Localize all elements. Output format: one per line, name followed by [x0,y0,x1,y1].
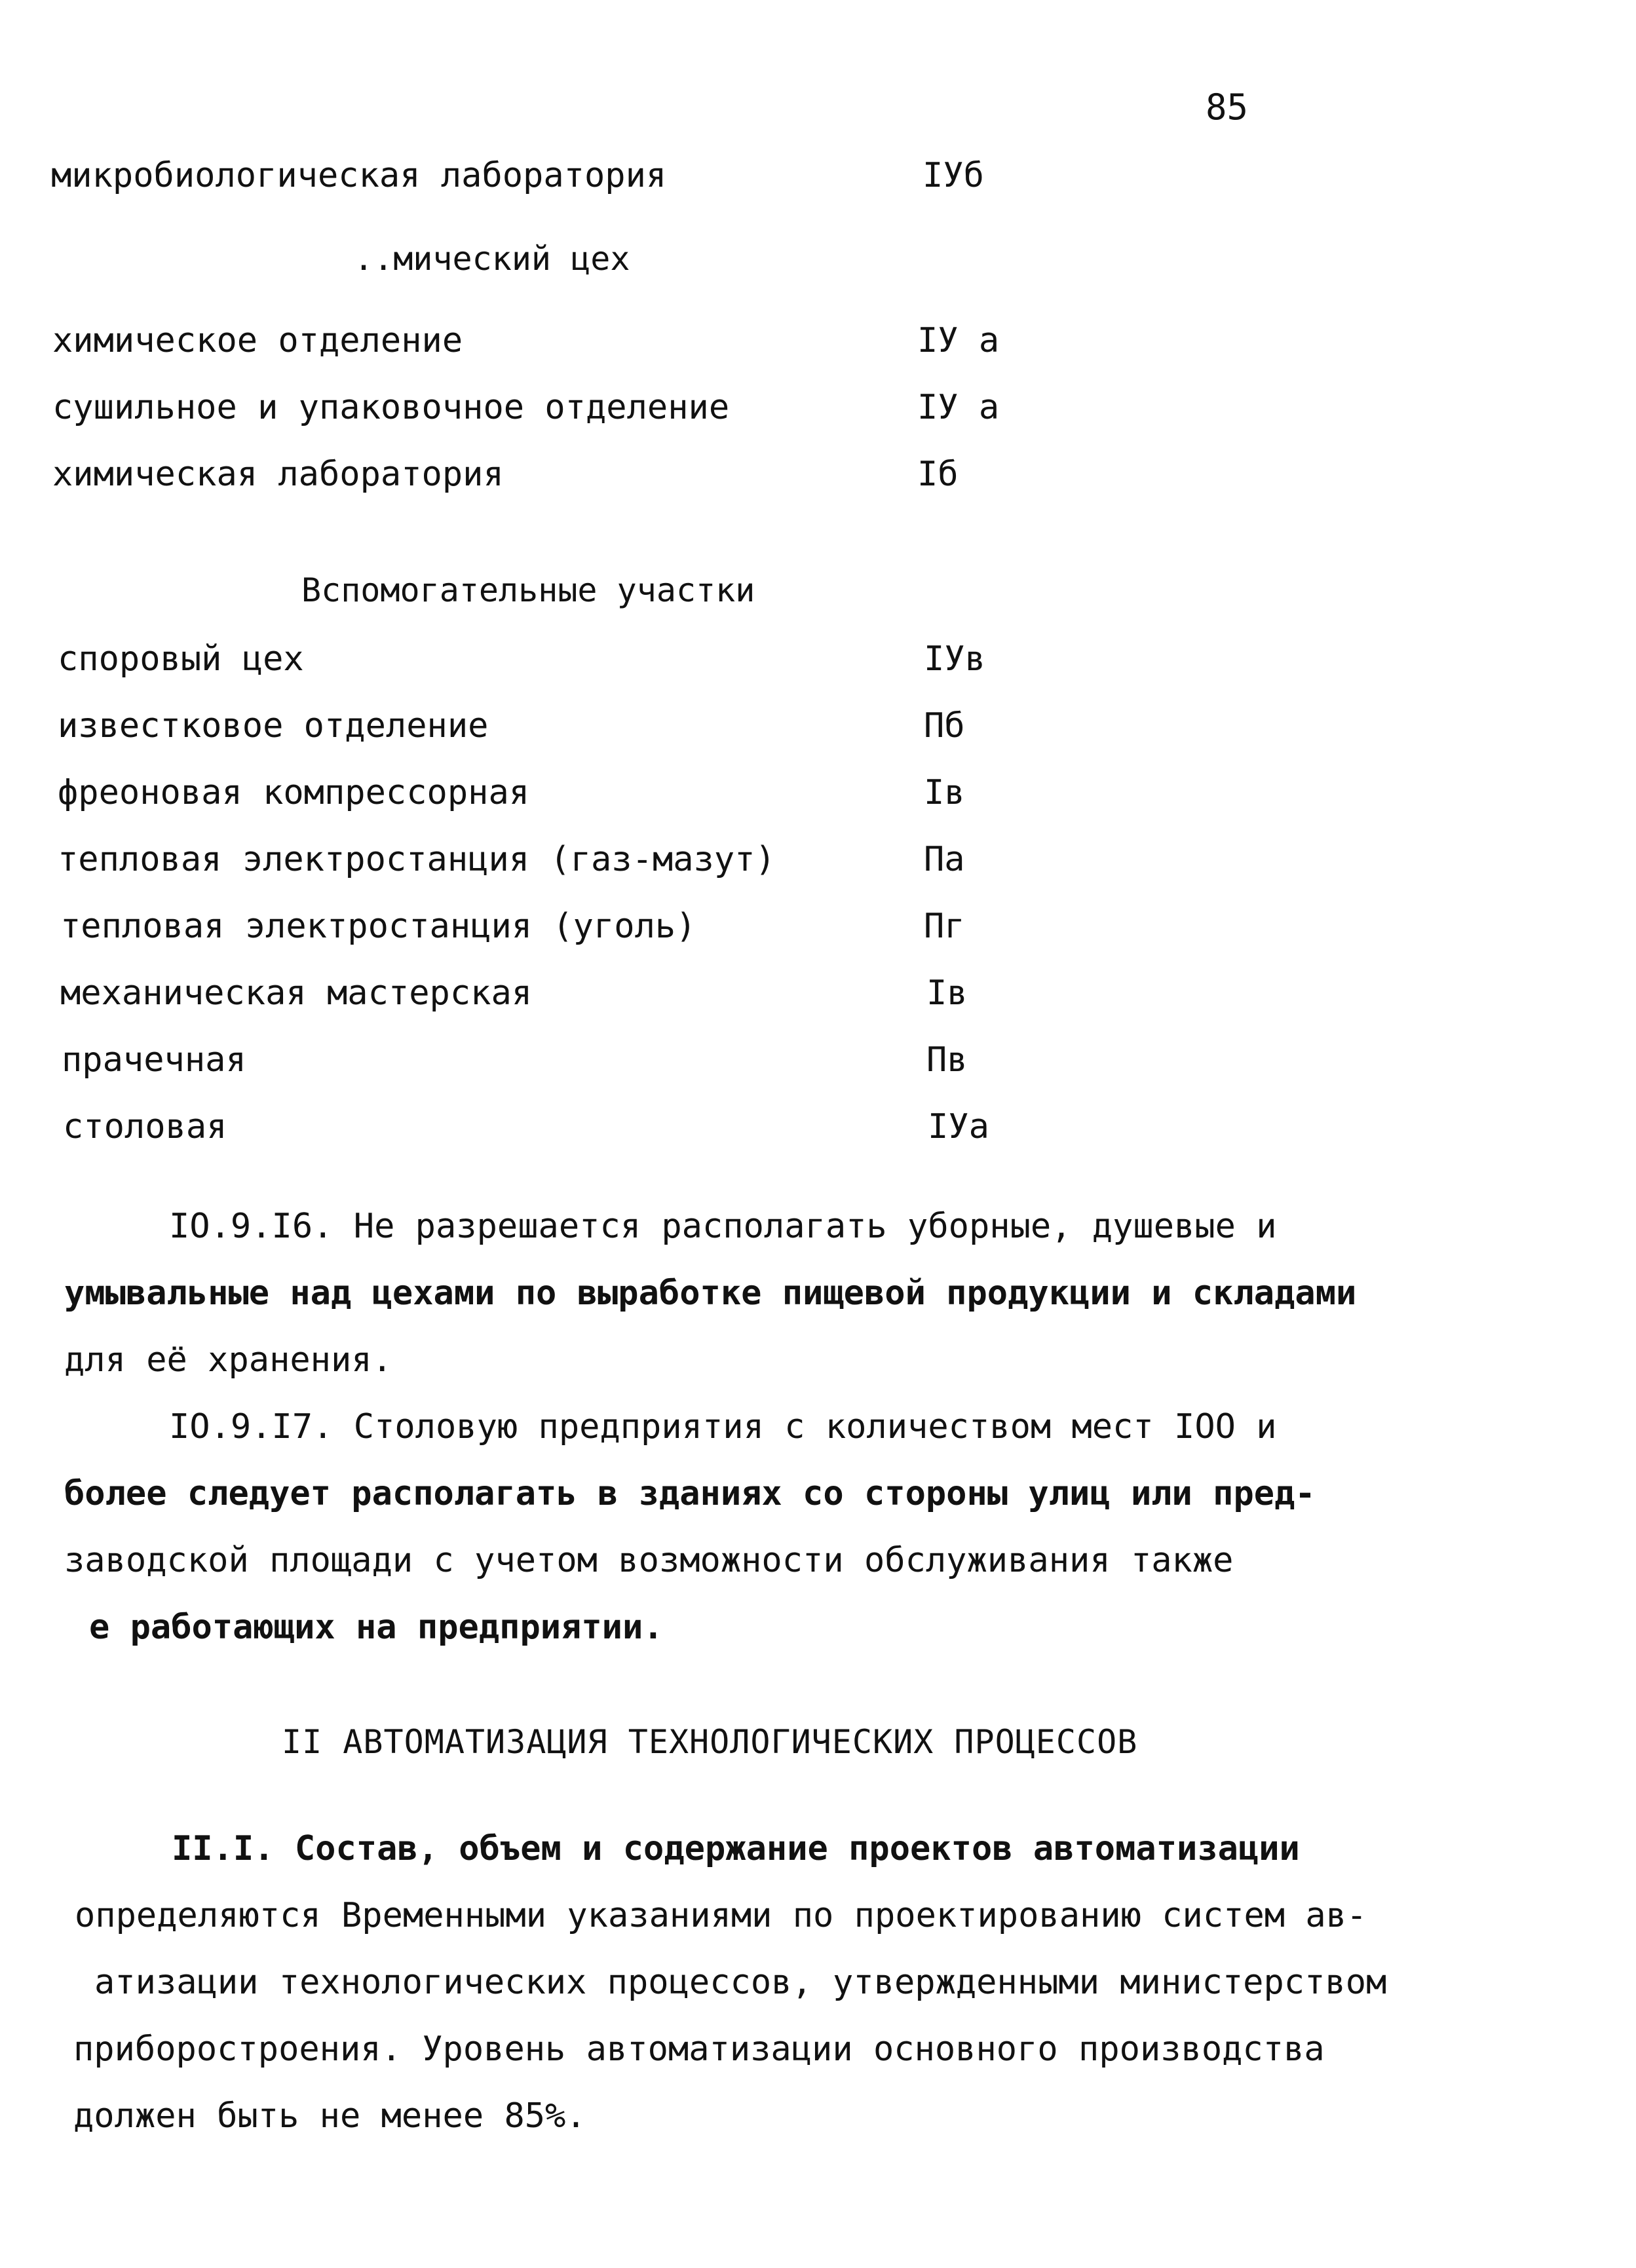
row-label: фреоновая компрессорная [58,773,530,812]
row-label: химическая лаборатория [52,455,504,494]
page-number: 85 [1206,86,1249,128]
section-heading-chemical: ..мический цех [354,240,630,278]
row-label: известковое отделение [58,706,489,746]
row-label: микробиологическая лаборатория [51,156,667,195]
row-label: тепловая электростанция (газ-мазут) [58,840,776,879]
paragraph-line: более следует располагать в зданиях со стороны улиц или пред- [64,1474,1316,1513]
section-title: II АВТОМАТИЗАЦИЯ ТЕХНОЛОГИЧЕСКИХ ПРОЦЕССОВ [282,1723,1138,1761]
row-label: тепловая электростанция (уголь) [60,907,696,946]
paragraph-line: для её хранения. [64,1340,392,1380]
row-class: IУб [923,156,984,195]
paragraph-line: умывальные над цехами по выработке пищевой продукции и складами [64,1274,1357,1313]
paragraph-line: е работающих на предприятии. [89,1608,664,1647]
paragraph-line: IO.9.I7. Столовую предприятия с количеством мест IOO и [169,1407,1277,1446]
row-label: столовая [63,1107,227,1146]
row-class: Пб [924,706,965,746]
paragraph-line: II.I. Состав, объем и содержание проектов автоматизации [172,1829,1300,1868]
row-class: Пв [926,1040,968,1080]
row-label: химическое отделение [52,321,463,360]
row-class: Пг [924,907,965,946]
row-class: Iб [917,455,959,494]
row-class: IУ а [917,388,1000,427]
row-class: Па [924,840,965,879]
paragraph-line: IO.9.I6. Не разрешается располагать уборные, душевые и [169,1207,1277,1246]
row-label: сушильное и упаковочное отделение [52,388,730,427]
row-label: споровый цех [58,639,304,679]
paragraph-line: приборостроения. Уровень автоматизации основного производства [73,2030,1325,2069]
row-class: Iв [926,973,968,1013]
paragraph-line: должен быть не менее 85%. [73,2096,586,2136]
section-heading-auxiliary: Вспомогательные участки [301,571,755,609]
row-label: прачечная [62,1040,246,1080]
row-class: Iв [924,773,965,812]
row-class: IУв [924,639,985,679]
paragraph-line: атизации технологических процессов, утвержденными министерством [94,1963,1387,2002]
paragraph-line: заводской площади с учетом возможности обслуживания также [64,1541,1234,1580]
row-label: механическая мастерская [60,973,533,1013]
row-class: IУ а [917,321,1000,360]
paragraph-line: определяются Временными указаниями по проектированию систем ав- [75,1896,1367,1935]
row-class: IУа [928,1107,989,1146]
